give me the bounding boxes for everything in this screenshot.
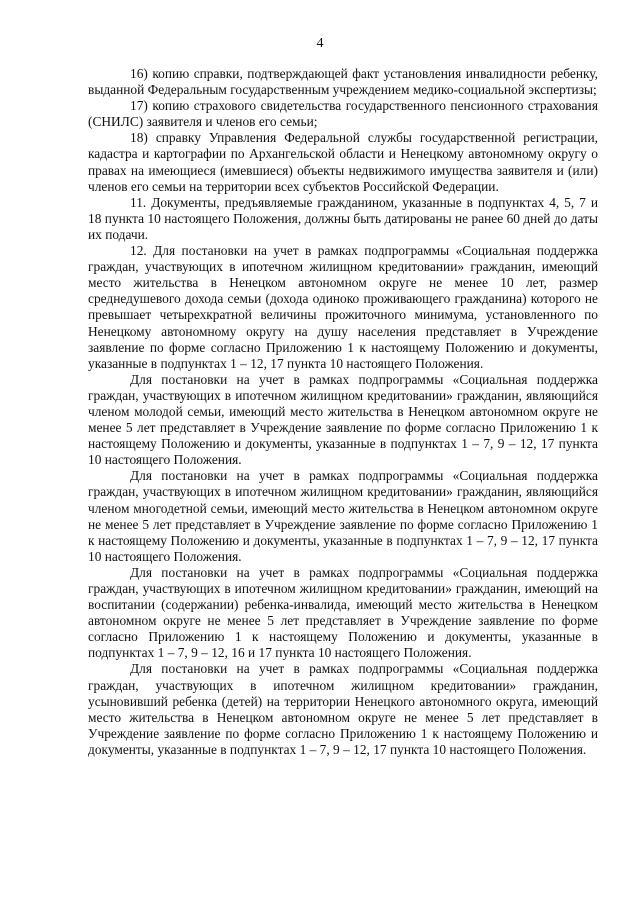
paragraph-subitem-17: 17) копию страхового свидетельства государственного пенсионного страхования (СНИЛС) заявителя и членов его семьи; [88, 98, 598, 130]
paragraph-item-11: 11. Документы, предъявляемые гражданином, указанные в подпунктах 4, 5, 7 и 18 пункта 10 настоящего Положения, должны быть датированы не ранее 60 дней до даты их подачи. [88, 194, 598, 242]
paragraph-item-12: 12. Для постановки на учет в рамках подпрограммы «Социальная поддержка граждан, участвующих в ипотечном жилищном кредитовании» гражданин, имеющий место жительства в Ненецком автономном округе не менее 10 лет, размер среднедушевого дохода семьи (дохода одиноко проживающего гражданина) которого не превышает четырехкратной величины прожиточного минимума, установленного по Ненецкому автономному округу на душу населения представляет в Учреждение заявление по форме согласно Приложению 1 к настоящему Положению и документы, указанные в подпунктах 1 – 12, 17 пункта 10 настоящего Положения. [88, 243, 598, 371]
paragraph-young-family: Для постановки на учет в рамках подпрограммы «Социальная поддержка граждан, участвующих в ипотечном жилищном кредитовании» гражданин, являющийся членом молодой семьи, имеющий место жительства в Ненецком автономном округе не менее 5 лет представляет в Учреждение заявление по форме согласно Приложению 1 к настоящему Положению и документы, указанные в подпунктах 1 – 7, 9 – 12, 17 пункта 10 настоящего Положения. [88, 371, 598, 468]
paragraph-large-family: Для постановки на учет в рамках подпрограммы «Социальная поддержка граждан, участвующих в ипотечном жилищном кредитовании» гражданин, являющийся членом многодетной семьи, имеющий место жительства в Ненецком автономном округе не менее 5 лет представляет в Учреждение заявление по форме согласно Приложению 1 к настоящему Положению и документы, указанные в подпунктах 1 – 7, 9 – 12, 17 пункта 10 настоящего Положения. [88, 468, 598, 564]
page-number: 4 [316, 36, 324, 51]
paragraph-disabled-child: Для постановки на учет в рамках подпрограммы «Социальная поддержка граждан, участвующих в ипотечном жилищном кредитовании» гражданин, имеющий на воспитании (содержании) ребенка-инвалида, имеющий место жительства в Ненецком автономном округе не менее 5 лет представляет в Учреждение заявление по форме согласно Приложению 1 к настоящему Положению и документы, указанные в подпунктах 1 – 7, 9 – 12, 16 и 17 пункта 10 настоящего Положения. [88, 564, 598, 661]
paragraph-adoption: Для постановки на учет в рамках подпрограммы «Социальная поддержка граждан, участвующих в ипотечном жилищном кредитовании» гражданин, усыновивший ребенка (детей) на территории Ненецкого автономного округа, имеющий место жительства в Ненецком автономном округе не менее 5 лет представляет в Учреждение заявление по форме согласно Приложению 1 к настоящему Положению и документы, указанные в подпунктах 1 – 7, 9 – 12, 17 пункта 10 настоящего Положения. [88, 661, 598, 757]
document-body [88, 66, 598, 758]
paragraph-subitem-16: 16) копию справки, подтверждающей факт установления инвалидности ребенку, выданной Федеральным государственным учреждением медико-социальной экспертизы; [88, 66, 598, 98]
paragraph-subitem-18: 18) справку Управления Федеральной службы государственной регистрации, кадастра и картографии по Архангельской области и Ненецкому автономному округу о правах на имеющиеся (имевшиеся) объекты недвижимого имущества заявителя и (или) членов его семьи на территории всех субъектов Российской Федерации. [88, 130, 598, 194]
